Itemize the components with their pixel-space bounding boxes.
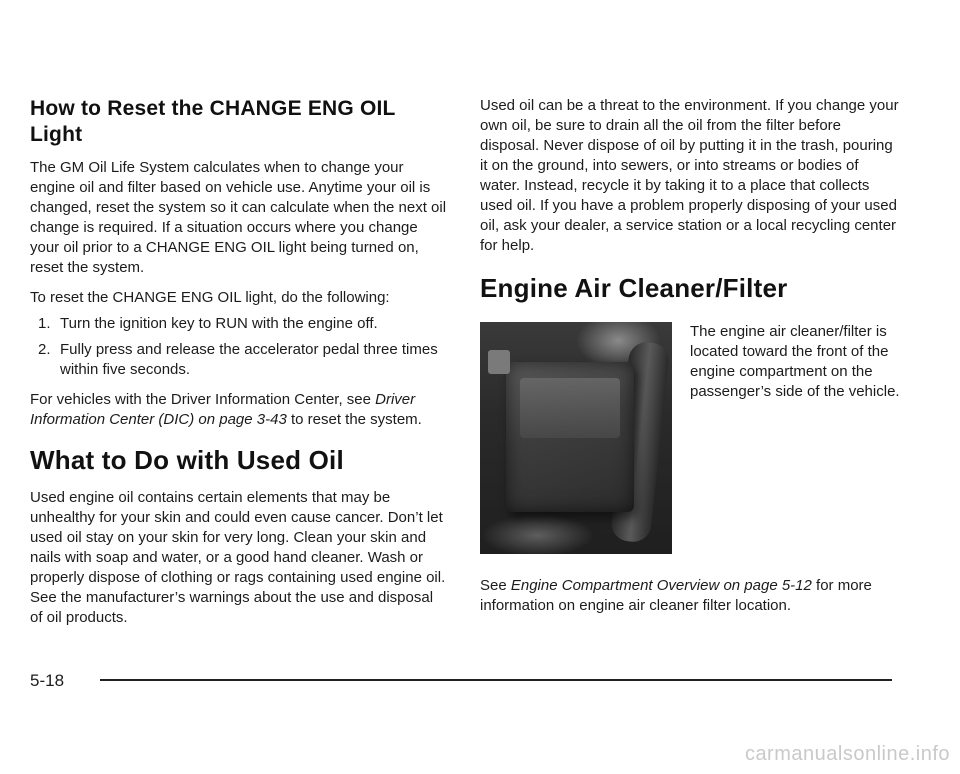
environment-paragraph: Used oil can be a threat to the environment. If you change your own oil, be sure to drain all the oil from the filter before disposal. Never dispose of oil by putting it in the trash, pouring it on the ground, into sewers, or into streams or bodies of water. Instead, recycle it by taking it to a place that collects used oil. If you have a problem properly disposing of your used oil, ask your dealer, a service station or a local recycling center for help. xyxy=(480,97,899,254)
reset-step-1 xyxy=(30,314,448,334)
step-number: 1. xyxy=(38,315,51,332)
step-text: Turn the ignition key to RUN with the engine off. xyxy=(60,315,378,332)
dic-reference-suffix: to reset the system. xyxy=(286,411,422,428)
air-cleaner-heading: Engine Air Cleaner/Filter xyxy=(480,273,788,303)
page-number: 5-18 xyxy=(30,671,65,690)
dic-page-link[interactable]: Driver Information Center (DIC) on page 3-43 xyxy=(30,391,416,428)
used-oil-heading: What to Do with Used Oil xyxy=(30,445,344,475)
air-cleaner-lid xyxy=(520,378,620,438)
engine-compartment-reference xyxy=(480,576,900,616)
clamp-shape xyxy=(488,350,510,374)
step-number: 2. xyxy=(38,341,51,358)
step-text: Fully press and release the accelerator pedal three times within five seconds. xyxy=(60,341,438,378)
used-oil-health-paragraph: Used engine oil contains certain elements that may be unhealthy for your skin and could even cause cancer. Don’t let used oil stay on your skin for very long. Clean your skin and nails with soap and water, or a good hand cleaner. Wash or properly dispose of clothing or rags containing used engine oil. See the manufacturer’s warnings about the use and disposal of oil products. xyxy=(30,489,446,626)
right-column xyxy=(480,96,900,616)
reference-prefix: See xyxy=(480,577,511,594)
air-cleaner-figure xyxy=(480,322,900,554)
footer-rule xyxy=(100,679,892,681)
left-column xyxy=(30,96,448,628)
reset-instructions-intro: To reset the CHANGE ENG OIL light, do the following: xyxy=(30,289,390,306)
dic-reference-prefix: For vehicles with the Driver Information Center, see xyxy=(30,391,376,408)
reference-suffix: for more information on engine air cleaner filter location. xyxy=(480,577,872,614)
engine-compartment-page-link[interactable]: Engine Compartment Overview on page 5-12 xyxy=(510,577,812,594)
reset-steps-list xyxy=(30,314,448,380)
air-cleaner-location-text: The engine air cleaner/filter is located toward the front of the engine compartment on the passenger’s side of the vehicle. xyxy=(690,323,900,400)
site-watermark: carmanualsonline.info xyxy=(744,743,950,765)
engine-air-cleaner-photo xyxy=(480,322,672,554)
oil-life-system-paragraph: The GM Oil Life System calculates when to change your engine oil and filter based on vehicle use. Anytime your oil is changed, reset the system so it can calculate when the next oil change is required. If a situation occurs where you change your oil prior to a CHANGE ENG OIL light being turned on, reset the system. xyxy=(30,159,447,276)
reset-oil-light-heading: How to Reset the CHANGE ENG OIL Light xyxy=(30,97,396,146)
reset-step-2 xyxy=(30,340,448,380)
dic-reference-paragraph xyxy=(30,390,448,430)
